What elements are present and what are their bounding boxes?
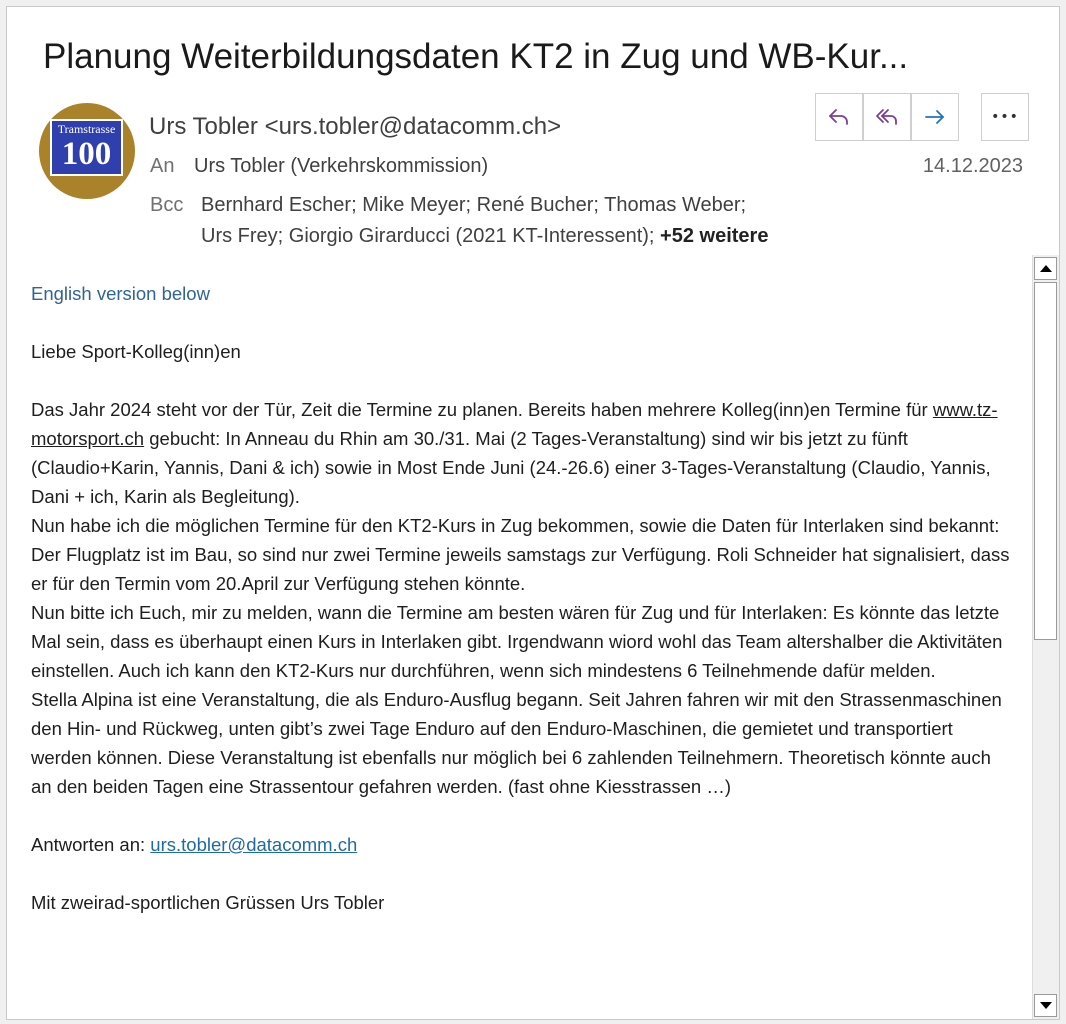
- paragraph-1-before: Das Jahr 2024 steht vor der Tür, Zeit die Termine zu planen. Bereits haben mehrere Kolleg(inn)en Termine für: [31, 399, 933, 420]
- more-icon: •••: [991, 109, 1019, 125]
- to-recipient[interactable]: Urs Tobler (Verkehrskommission): [194, 155, 489, 177]
- paragraph-1-after: gebucht: In Anneau du Rhin am 30./31. Mai (2 Tages-Veranstaltung) sind wir bis jetzt zu fünft (Claudio+Karin, Yannis, Dani & ich) sowie in Most Ende Juni (24.-26.6) einer 3-Tages-Veranstaltung (Claudio, Yannis, Dani + ich, Karin als Begleitung).: [31, 428, 991, 507]
- to-label: An: [150, 155, 175, 177]
- bcc-recipients-line1[interactable]: Bernhard Escher; Mike Meyer; René Bucher; Thomas Weber;: [201, 194, 747, 216]
- avatar-sign-number: 100: [61, 136, 112, 172]
- reply-icon: [826, 104, 852, 130]
- bcc-more-recipients[interactable]: +52 weitere: [660, 225, 769, 247]
- arrow-up-icon: [1040, 265, 1052, 272]
- email-date: 14.12.2023: [922, 155, 1023, 177]
- avatar-street-sign: [50, 119, 123, 176]
- sender-name[interactable]: Urs Tobler <urs.tobler@datacomm.ch>: [149, 113, 562, 140]
- closing: Mit zweirad-sportlichen Grüssen Urs Tobler: [31, 892, 385, 913]
- reply-to-label: Antworten an:: [31, 834, 151, 855]
- bcc-recipients-line2: [201, 225, 768, 248]
- paragraph-1: [31, 395, 1016, 511]
- paragraph-4: Stella Alpina ist eine Veranstaltung, die als Enduro-Ausflug begann. Seit Jahren fahren wir mit den Strassenmaschinen den Hin- und Rückweg, unten gibt’s zwei Tage Enduro auf den Enduro-Maschinen, die gemietet und transportiert werden können. Diese Veranstaltung ist ebenfalls nur möglich bei 6 zahlenden Teilnehmern. Theoretisch könnte auch an den beiden Tagen eine Strassentour gefahren werden. (fast ohne Kiesstrassen …): [31, 689, 1002, 797]
- bcc-label: Bcc: [150, 194, 184, 216]
- arrow-down-icon: [1040, 1002, 1052, 1009]
- motorsport-link[interactable]: www.tz-motorsport.ch: [31, 399, 998, 449]
- reply-all-button[interactable]: [863, 93, 911, 141]
- scroll-up-button[interactable]: [1034, 257, 1057, 280]
- email-window: [6, 6, 1060, 1020]
- email-subject: Planung Weiterbildungsdaten KT2 in Zug und WB-Kur...: [43, 37, 909, 76]
- more-actions-button[interactable]: [981, 93, 1029, 141]
- forward-button[interactable]: [911, 93, 959, 141]
- english-version-note: English version below: [31, 283, 210, 304]
- paragraph-3: Nun bitte ich Euch, mir zu melden, wann die Termine am besten wären für Zug und für Interlaken: Es könnte das letzte Mal sein, dass es überhaupt einen Kurs in Interlaken gibt. Irgendwann wiord wohl das Team altershalber die Aktivitäten einstellen. Auch ich kann den KT2-Kurs nur durchführen, wenn sich mindestens 6 Teilnehmende dafür melden.: [31, 602, 1003, 681]
- greeting: Liebe Sport-Kolleg(inn)en: [31, 341, 241, 362]
- scrollbar-thumb[interactable]: [1034, 282, 1057, 640]
- bcc-recipients-line2-text[interactable]: Urs Frey; Giorgio Girarducci (2021 KT-Interessent);: [201, 225, 655, 247]
- forward-icon: [922, 104, 948, 130]
- reply-to-line: [31, 830, 1016, 859]
- scroll-down-button[interactable]: [1034, 994, 1057, 1017]
- avatar-sign-street: Tramstrasse: [57, 122, 116, 136]
- reply-all-icon: [874, 104, 900, 130]
- reply-to-email-link[interactable]: urs.tobler@datacomm.ch: [150, 834, 358, 855]
- reply-button[interactable]: [815, 93, 863, 141]
- vertical-scrollbar[interactable]: [1032, 255, 1059, 1019]
- paragraph-2: Nun habe ich die möglichen Termine für den KT2-Kurs in Zug bekommen, sowie die Daten für Interlaken sind bekannt: Der Flugplatz ist im Bau, so sind nur zwei Termine jeweils samstags zur Verfügung. Roli Schneider hat signalisiert, dass er für den Termin vom 20.April zur Verfügung stehen könnte.: [31, 515, 1010, 594]
- sender-avatar[interactable]: [39, 103, 135, 199]
- email-body: [31, 279, 1016, 917]
